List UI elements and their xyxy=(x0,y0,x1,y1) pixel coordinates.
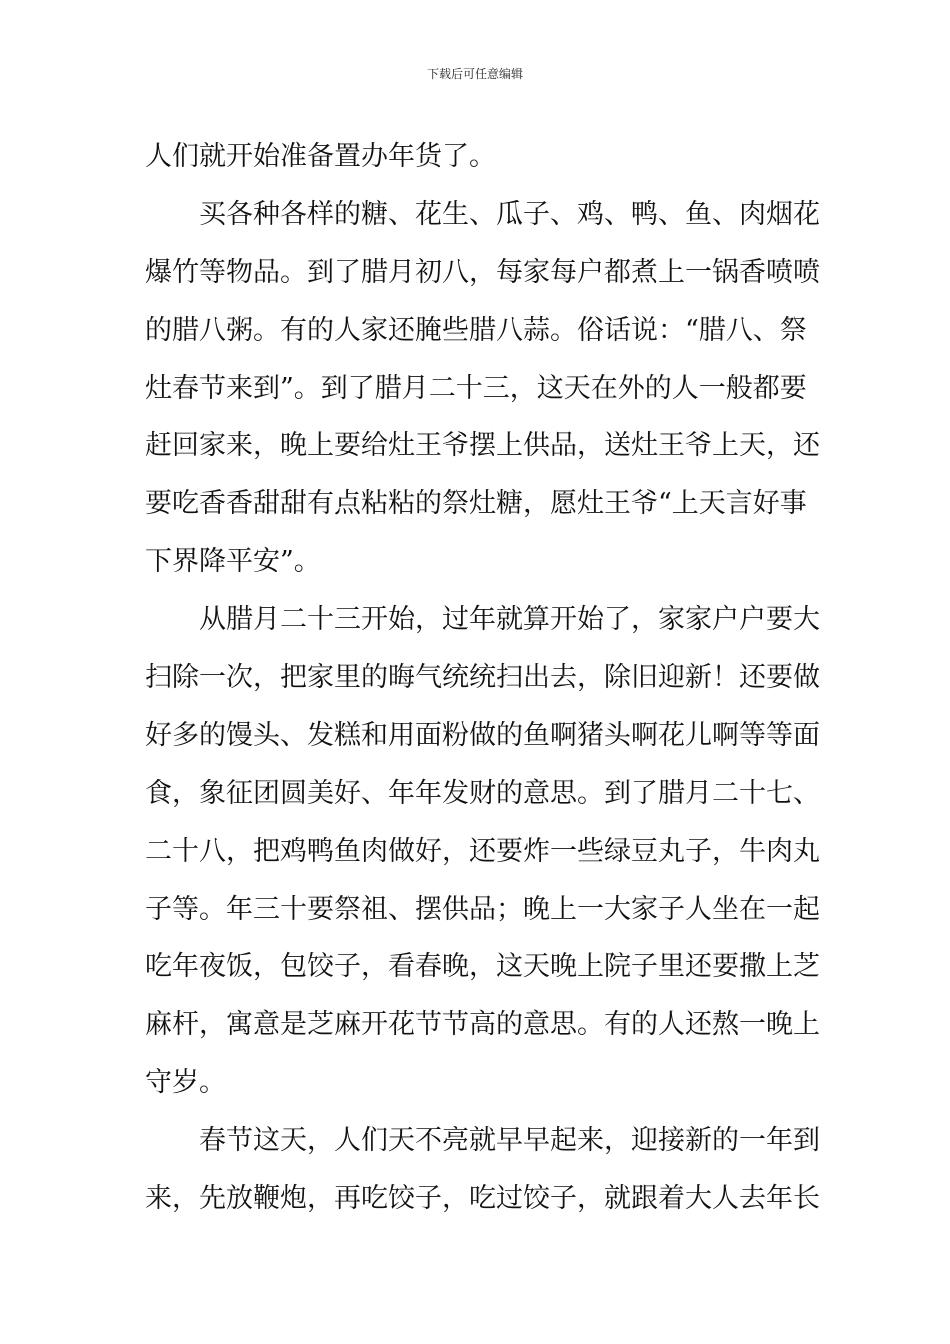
text-line: 的腊八粥。有的人家还腌些腊八蒜。俗话说：“腊八、祭 xyxy=(145,314,807,346)
text-line: 买各种各样的糖、花生、瓜子、鸡、鸭、鱼、肉烟花 xyxy=(199,198,820,230)
text-line: 吃年夜饭，包饺子，看春晚，这天晚上院子里还要撒上芝 xyxy=(145,951,820,983)
text-line: 扫除一次，把家里的晦气统统扫出去，除旧迎新！还要做 xyxy=(145,662,820,694)
text-line: 要吃香香甜甜有点粘粘的祭灶糖，愿灶王爷“上天言好事 xyxy=(145,488,807,520)
text-line: 子等。年三十要祭祖、摆供品；晚上一大家子人坐在一起 xyxy=(145,893,820,925)
text-line: 人们就开始准备置办年货了。 xyxy=(145,141,496,172)
text-line: 食，象征团圆美好、年年发财的意思。到了腊月二十七、 xyxy=(145,777,820,809)
text-line: 灶春节来到”。到了腊月二十三，这天在外的人一般都要 xyxy=(145,372,807,404)
text-line: 来，先放鞭炮，再吃饺子，吃过饺子，就跟着大人去年长 xyxy=(145,1183,820,1215)
text-line: 好多的馒头、发糕和用面粉做的鱼啊猪头啊花儿啊等等面 xyxy=(145,719,820,751)
text-line: 守岁。 xyxy=(145,1067,226,1099)
text-line: 春节这天，人们天不亮就早早起来，迎接新的一年到 xyxy=(199,1125,820,1157)
page-header: 下载后可任意编辑 xyxy=(426,67,523,81)
text-line: 爆竹等物品。到了腊月初八，每家每户都煮上一锅香喷喷 xyxy=(145,256,820,288)
text-line: 麻杆，寓意是芝麻开花节节高的意思。有的人还熬一晚上 xyxy=(145,1009,820,1041)
text-line: 赶回家来，晚上要给灶王爷摆上供品，送灶王爷上天，还 xyxy=(145,430,820,462)
text-line: 从腊月二十三开始，过年就算开始了，家家户户要大 xyxy=(199,604,820,636)
document-body xyxy=(145,128,820,1228)
text-line: 二十八，把鸡鸭鱼肉做好，还要炸一些绿豆丸子，牛肉丸 xyxy=(145,835,820,867)
text-line: 下界降平安”。 xyxy=(145,546,321,578)
